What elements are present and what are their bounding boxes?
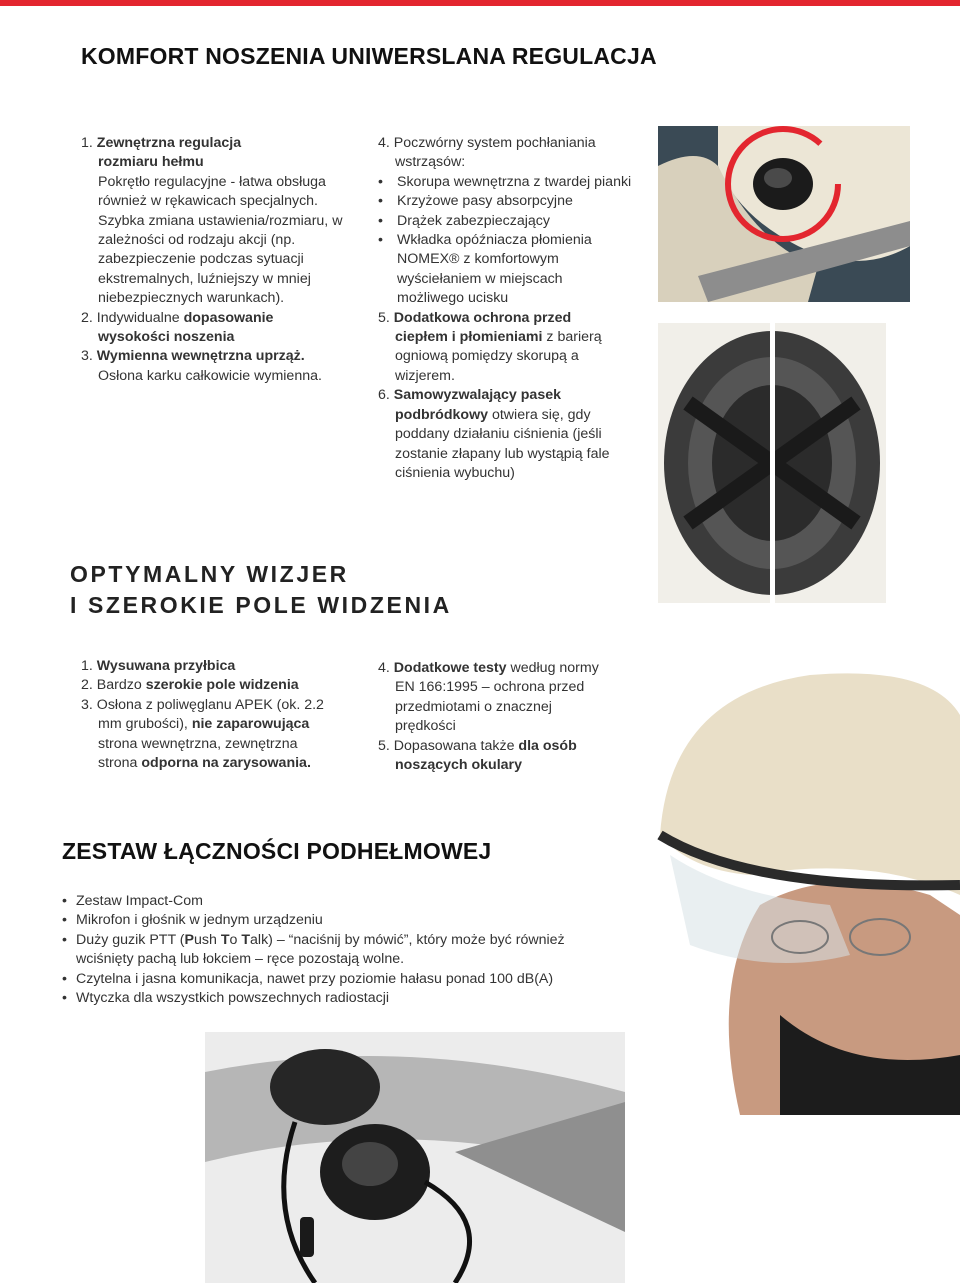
section-title-komfort: KOMFORT NOSZENIA UNIWERSLANA REGULACJA <box>81 43 657 69</box>
list-item: 2. Indywidualne dopasowanie <box>81 309 274 326</box>
photo-helmet-visor <box>630 655 960 1115</box>
list-item-desc: ekstremalnych, luźniejszy w mniej <box>98 270 311 287</box>
photo-helmet-interior <box>658 323 886 603</box>
list-item: 4. Poczwórny system pochłaniania <box>378 135 596 151</box>
list-item-desc: niebezpiecznych warunkach). <box>98 290 285 307</box>
list-item-cont: ciepłem i płomieniami z barierą <box>395 329 602 346</box>
bullet-item: • Zestaw Impact-Com <box>62 892 602 911</box>
komfort-right-column <box>378 134 648 483</box>
list-item-desc: również w rękawicach specjalnych. <box>98 193 318 210</box>
list-item-cont: zostanie złapany lub wystąpią fale <box>395 445 610 462</box>
list-item-cont: podbródkowy otwiera się, gdy <box>395 406 591 423</box>
wizjer-right-column <box>378 659 638 775</box>
list-item-cont: ogniową pomiędzy skorupą a <box>395 348 579 365</box>
list-item-cont: mm grubości), nie zaparowująca <box>98 716 310 733</box>
list-item: 2. Bardzo szerokie pole widzenia <box>81 677 299 694</box>
list-item-desc: zabezpieczenie podczas sytuacji <box>98 251 304 268</box>
list-item-cont: wizjerem. <box>395 367 455 384</box>
bullet-item: • Skorupa wewnętrzna z twardej pianki <box>378 173 648 192</box>
list-item: 4. Dodatkowe testy według normy <box>378 660 599 676</box>
top-accent-bar <box>0 0 960 6</box>
list-item: 5. Dodatkowa ochrona przed <box>378 309 572 326</box>
list-item-cont: poddany działaniu ciśnienia (jeśli <box>395 426 602 443</box>
list-item-cont: wysokości noszenia <box>98 329 235 346</box>
list-item-desc: Pokrętło regulacyjne - łatwa obsługa <box>98 173 326 190</box>
list-item: 3. Osłona z poliwęglanu APEK (ok. 2.2 <box>81 696 324 713</box>
list-item-cont: rozmiaru hełmu <box>98 154 204 171</box>
bullet-item: • Czytelna i jasna komunikacja, nawet przy poziomie hałasu ponad 100 dB(A) <box>62 970 602 989</box>
lacznosc-list <box>62 892 602 1008</box>
list-item-cont: przedmiotami o znacznej <box>395 698 552 715</box>
bullet-item: • Drążek zabezpieczający <box>378 212 648 231</box>
list-item-cont: EN 166:1995 – ochrona przed <box>395 679 585 696</box>
list-item: 6. Samowyzwalający pasek <box>378 387 561 404</box>
section-title-line: OPTYMALNY WIZJER <box>70 561 349 587</box>
list-item-cont: prędkości <box>395 718 456 735</box>
bullet-cont: NOMEX® z komfortowym <box>397 251 559 268</box>
list-item: 1. Zewnętrzna regulacja <box>81 135 242 151</box>
list-item: 1. Wysuwana przyłbica <box>81 658 236 674</box>
bullet-item: • Krzyżowe pasy absorpcyjne <box>378 192 648 211</box>
section-title-lacznosc: ZESTAW ŁĄCZNOŚCI PODHEŁMOWEJ <box>62 838 492 864</box>
komfort-left-column <box>81 134 351 386</box>
photo-adjustment-knob <box>658 126 910 302</box>
bullet-item: • Wtyczka dla wszystkich powszechnych radiostacji <box>62 989 602 1008</box>
bullet-cont: wciśnięty pachą lub łokciem – ręce pozostają wolne. <box>76 951 405 968</box>
list-item-cont: ciśnienia wybuchu) <box>395 464 515 481</box>
list-item-cont: wstrząsów: <box>395 154 466 171</box>
bullet-item: • Mikrofon i głośnik w jednym urządzeniu <box>62 911 602 930</box>
bullet-cont: wyściełaniem w miejscach <box>397 270 563 287</box>
bullet-item: • Duży guzik PTT (Push To Talk) – “naciśnij by mówić”, który może być również <box>62 931 602 950</box>
photo-headset-equipment <box>205 1032 625 1283</box>
list-item-cont: strona odporna na zarysowania. <box>98 755 311 772</box>
list-item: 5. Dopasowana także dla osób <box>378 737 577 754</box>
bullet-cont: możliwego ucisku <box>397 290 509 307</box>
bullet-item: • Wkładka opóźniacza płomienia <box>378 231 648 250</box>
wizjer-left-column <box>81 657 361 773</box>
list-item-cont: strona wewnętrzna, zewnętrzna <box>98 735 298 752</box>
list-item-desc: Szybka zmiana ustawienia/rozmiaru, w <box>98 212 343 229</box>
list-item-cont: Osłona karku całkowicie wymienna. <box>98 367 322 384</box>
list-item-desc: zależności od rodzaju akcji (np. <box>98 232 296 249</box>
section-title-wizjer <box>70 559 452 621</box>
section-title-line: I SZEROKIE POLE WIDZENIA <box>70 592 452 618</box>
list-item: 3. Wymienna wewnętrzna uprząż. <box>81 348 305 365</box>
list-item-cont: noszących okulary <box>395 757 522 774</box>
